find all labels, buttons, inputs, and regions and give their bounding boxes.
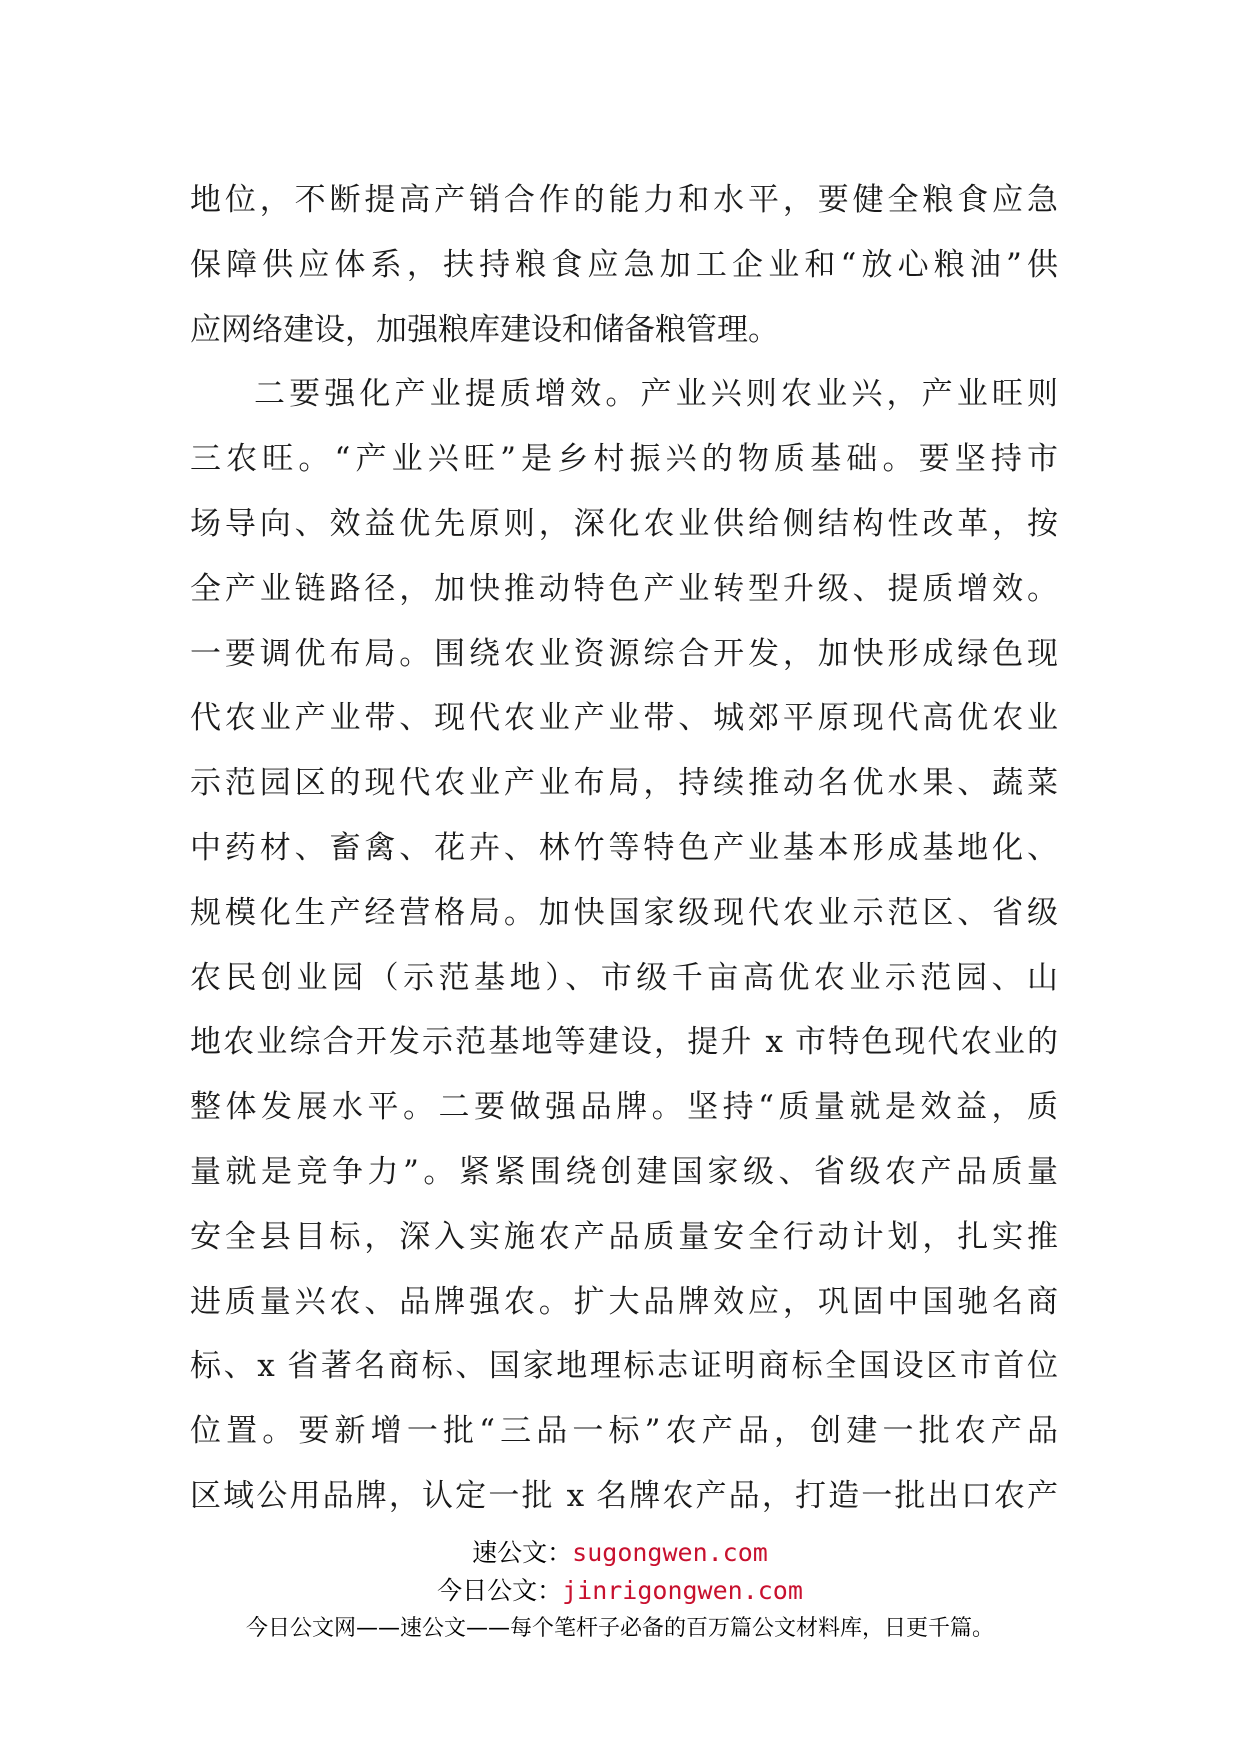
text-line: 安全县目标，深入实施农产品质量安全行动计划，扎实推 xyxy=(190,1218,1058,1255)
text-line: 进质量兴农、品牌强农。扩大品牌效应，巩固中国驰名商 xyxy=(190,1283,1058,1320)
text-line: 一要调优布局。围绕农业资源综合开发，加快形成绿色现 xyxy=(190,635,1058,672)
paragraph-start-line: 二要强化产业提质增效。产业兴则农业兴，产业旺则 xyxy=(254,376,1058,413)
text-line: 全产业链路径，加快推动特色产业转型升级、提质增效。 xyxy=(190,570,1058,607)
footer-jinrigongwen xyxy=(0,1574,1240,1608)
text-line: 规模化生产经营格局。加快国家级现代农业示范区、省级 xyxy=(190,894,1058,931)
text-line: 地位，不断提高产销合作的能力和水平，要健全粮食应急 xyxy=(190,182,1058,218)
text-line: 标、x 省著名商标、国家地理标志证明商标全国设区市首位 xyxy=(190,1348,1058,1385)
text-line: 代农业产业带、现代农业产业带、城郊平原现代高优农业 xyxy=(190,700,1058,737)
text-line: 农民创业园（示范基地）、市级千亩高优农业示范园、山 xyxy=(190,959,1058,996)
text-line: 位置。要新增一批“三品一标”农产品，创建一批农产品 xyxy=(190,1413,1058,1450)
text-line: 保障供应体系，扶持粮食应急加工企业和“放心粮油”供 xyxy=(190,246,1058,283)
footer-link-sugongwen[interactable]: sugongwen.com xyxy=(572,1538,768,1567)
footer-label: 速公文： xyxy=(472,1538,573,1567)
text-line: 中药材、畜禽、花卉、林竹等特色产业基本形成基地化、 xyxy=(190,829,1058,866)
footer-link-jinrigongwen[interactable]: jinrigongwen.com xyxy=(562,1576,803,1605)
text-line: 三农旺。“产业兴旺”是乡村振兴的物质基础。要坚持市 xyxy=(190,441,1058,478)
text-line: 场导向、效益优先原则，深化农业供给侧结构性改革，按 xyxy=(190,505,1058,542)
body-text xyxy=(190,168,1058,1529)
text-line: 整体发展水平。二要做强品牌。坚持“质量就是效益，质 xyxy=(190,1089,1058,1126)
footer-label: 今日公文： xyxy=(437,1576,563,1605)
text-line: 量就是竞争力”。紧紧围绕创建国家级、省级农产品质量 xyxy=(190,1153,1058,1190)
text-line: 地农业综合开发示范基地等建设，提升 x 市特色现代农业的 xyxy=(190,1024,1058,1061)
footer-slogan: 今日公文网——速公文——每个笔杆子必备的百万篇公文材料库，日更千篇。 xyxy=(245,1616,994,1641)
text-line: 区域公用品牌，认定一批 x 名牌农产品，打造一批出口农产 xyxy=(190,1477,1058,1514)
text-line: 示范园区的现代农业产业布局，持续推动名优水果、蔬菜 xyxy=(190,765,1058,802)
text-line: 应网络建设，加强粮库建设和储备粮管理。 xyxy=(190,311,779,348)
footer-sugongwen xyxy=(0,1536,1240,1570)
